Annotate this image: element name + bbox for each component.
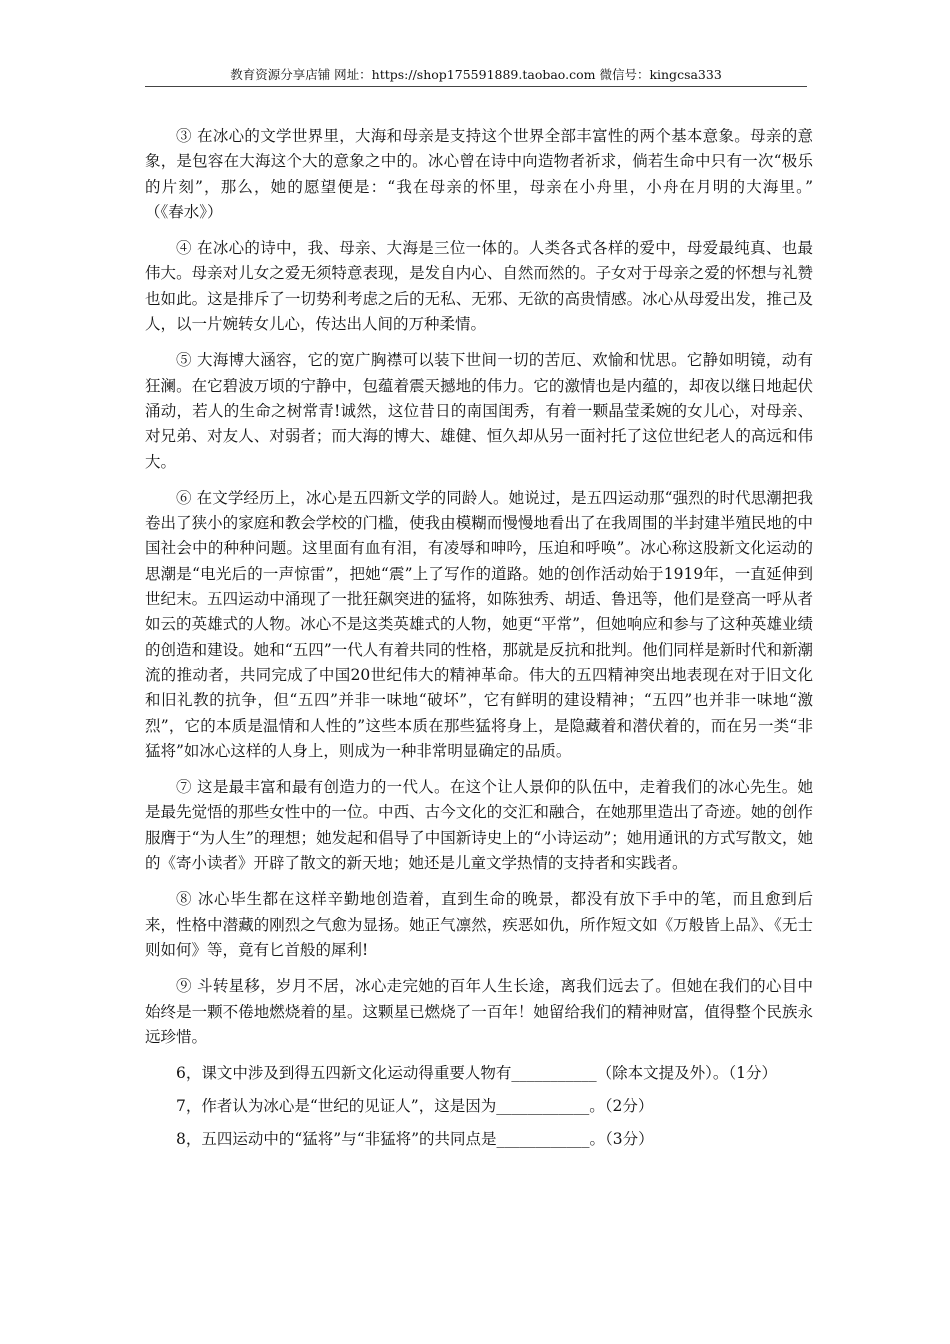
page-header: 教育资源分享店铺 网址：https://shop175591889.taobao.com 微信号：kingcsa333 [230, 67, 722, 82]
question-6: 6，课文中涉及到得五四新文化运动得重要人物有___________（除本文提及外）。（1分） [176, 1064, 777, 1083]
paragraph-7: ⑦ 这是最丰富和最有创造力的一代人。在这个让人景仰的队伍中，走着我们的冰心先生。她是最先觉悟的那些女性中的一位。中西、古今文化的交汇和融合，在她那里造出了奇迹。她的创作服膺于“为人生”的理想；她发起和倡导了中国新诗史上的“小诗运动”；她用通讯的方式写散文，她的《寄小读者》开辟了散文的新天地；她还是儿童文学热情的支持者和实践者。 [145, 778, 813, 873]
paragraph-9: ⑨ 斗转星移，岁月不居，冰心走完她的百年人生长途，离我们远去了。但她在我们的心目中始终是一颗不倦地燃烧着的星。这颗星已燃烧了一百年！她留给我们的精神财富，值得整个民族永远珍惜。 [145, 977, 813, 1046]
question-8: 8，五四运动中的“猛将”与“非猛将”的共同点是____________。（3分） [176, 1130, 654, 1149]
paragraph-3: ③ 在冰心的文学世界里，大海和母亲是支持这个世界全部丰富性的两个基本意象。母亲的意象，是包容在大海这个大的意象之中的。冰心曾在诗中向造物者祈求，倘若生命中只有一次“极乐的片刻”，那么，她的愿望便是：“我在母亲的怀里，母亲在小舟里，小舟在月明的大海里。” （《春水》） [145, 127, 845, 221]
paragraph-6: ⑥ 在文学经历上，冰心是五四新文学的同龄人。她说过，是五四运动那“强烈的时代思潮把我卷出了狭小的家庭和教会学校的门槛，使我由模糊而慢慢地看出了在我周围的半封建半殖民地的中国社会中的种种问题。这里面有血有泪，有凌辱和呻吟，压迫和呼唤”。冰心称这股新文化运动的思潮是“电光后的一声惊雷”，把她“震”上了写作的道路。她的创作活动始于1919年，一直延伸到世纪末。五四运动中涌现了一批狂飙突进的猛将，如陈独秀、胡适、鲁迅等，他们是登高一呼从者如云的英雄式的人物。冰心不是这类英雄式的人物，她更“平常”，但她响应和参与了这种英雄业绩的创造和建设。她和“五四”一代人有着共同的性格，那就是反抗和批判。他们同样是新时代和新潮流的推动者，共同完成了中国20世纪伟大的精神革命。伟大的五四精神突出地表现在对于旧文化和旧礼教的抗争，但“五四”并非一味地“破坏”，它有鲜明的建设精神；“五四”也并非一味地“激烈”，它的本质是温情和人性的”这些本质在那些猛将身上，是隐藏着和潜伏着的，而在另一类“非猛将”如冰心这样的人身上，则成为一种非常明显确定的品质。 [145, 488, 813, 760]
paragraph-5: ⑤ 大海博大涵容，它的宽广胸襟可以装下世间一切的苦厄、欢愉和忧思。它静如明镜，动有狂澜。在它碧波万顷的宁静中，包蕴着震天撼地的伟力。它的激情也是内蕴的，却夜以继日地起伏涌动，若人的生命之树常青!诚然，这位昔日的南国闺秀，有着一颗晶莹柔婉的女儿心，对母亲、对兄弟、对友人、对弱者；而大海的博大、雄健、恒久却从另一面衬托了这位世纪老人的高远和伟大。 [145, 351, 813, 471]
article-body [145, 124, 845, 1160]
paragraph-8: ⑧ 冰心毕生都在这样辛勤地创造着，直到生命的晚景，都没有放下手中的笔，而且愈到后来，性格中潜藏的刚烈之气愈为显扬。她正气凛然，疾恶如仇，所作短文如《万般皆上品》、《无士则如何》等，竟有匕首般的犀利! [145, 890, 813, 959]
question-7: 7，作者认为冰心是“世纪的见证人”，这是因为____________。（2分） [176, 1097, 654, 1116]
header-divider [145, 86, 807, 87]
paragraph-4: ④ 在冰心的诗中，我、母亲、大海是三位一体的。人类各式各样的爱中，母爱最纯真、也最伟大。母亲对儿女之爱无须特意表现，是发自内心、自然而然的。子女对于母亲之爱的怀想与礼赞也如此。这是排斥了一切势利考虑之后的无私、无邪、无欲的高贵情感。冰心从母爱出发，推己及人，以一片婉转女儿心，传达出人间的万种柔情。 [145, 239, 813, 334]
